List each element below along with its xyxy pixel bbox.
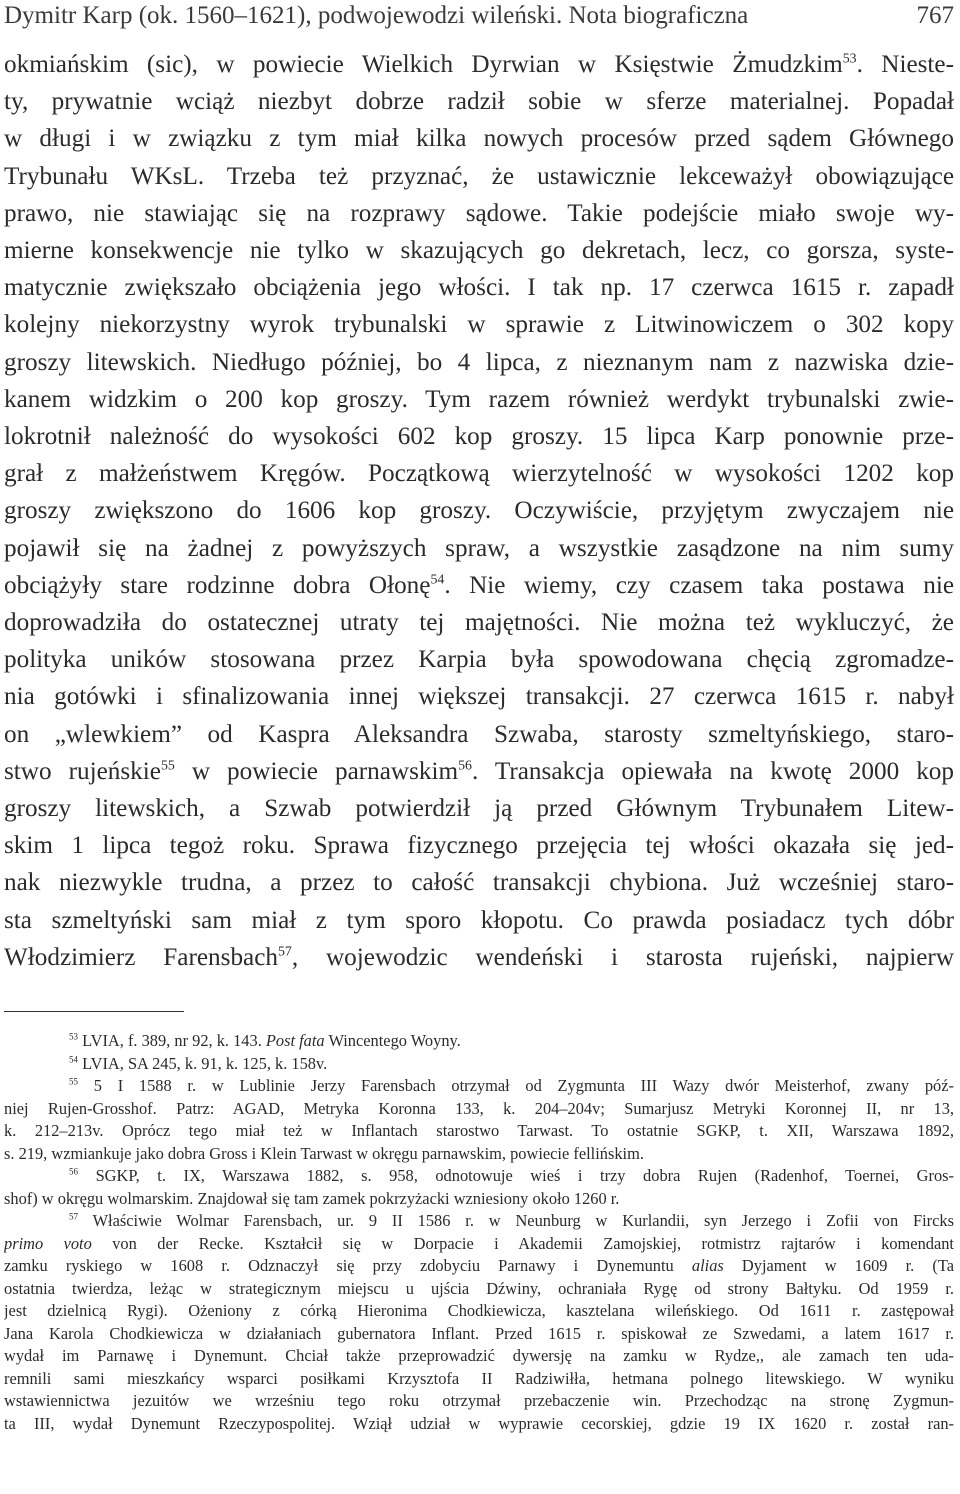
text-line: okmiańskim (sic), w powiecie Wielkich Dyrwian w Księstwie Żmudzkim$^{53}$. Nieste- (4, 50, 954, 78)
text-line: nak niezwykle trudna, a przez to całość transakcji chybiona. Już wcześniej staro- (4, 869, 954, 897)
footnote-line: shof) w okręgu wolmarskim. Znajdował się tam zamek pokrzyżacki wzniesiony około 1260 r. (4, 1188, 620, 1208)
footnote-line: ostatnia twierdza, leżąc w strategicznym miejscu u ujścia Dźwiny, ochraniała Rygę od strony Bałtyku. Od 1959 r. (4, 1278, 954, 1298)
text-line: polityka uników stosowana przez Karpia była spowodowana chęcią zgromadze- (4, 646, 954, 674)
footnote-ref[interactable]: 55 (160, 757, 175, 773)
footnote-line: niej Rujen-Grosshof. Patrz: AGAD, Metryka Koronna 133, k. 204–204v; Sumarjusz Metryki Koronnej II, nr 13, (4, 1098, 954, 1118)
footnotes (4, 1030, 954, 1435)
footnote-ref[interactable]: 54 (430, 571, 445, 587)
footnote-line: s. 219, wzmiankuje jako dobra Gross i Klein Tarwast w okręgu parnawskim, powiecie fellińskim. (4, 1143, 644, 1163)
text-line: ty, prywatnie wciąż niezbyt dobrze radził sobie w sferze materialnej. Popadał (4, 88, 954, 116)
footnote-line: Jana Karola Chodkiewicza w działaniach gubernatora Inflant. Przed 1615 r. spiskował ze Szwedami, a latem 1617 r. (4, 1323, 954, 1343)
page-number: 767 (916, 2, 954, 29)
footnote-line: wstawiennictwa jezuitów we wrześniu tego roku otrzymał przebaczenie win. Przechodząc na stronę Zygmun- (4, 1391, 954, 1410)
text-line: kolejny niekorzystny wyrok trybunalski w sprawie z Litwinowiczem o 302 kopy (4, 311, 954, 339)
text-line: obciążyły stare rodzinne dobra Ołonę$^{54}$. Nie wiemy, czy czasem taka postawa nie (4, 571, 954, 599)
text-line: pojawił się na żadnej z powyższych spraw, a wszystkie zasądzone na nim sumy (4, 534, 954, 562)
footnote-53: $^{53}$ LVIA, f. 389, nr 92, k. 143. Post fata Wincentego Woyny. (69, 1031, 461, 1050)
text-line: groszy litewskich. Niedługo później, bo 4 lipca, z nieznanym nam z nazwiska dzie- (4, 348, 954, 376)
footnote-ref[interactable]: 57 (278, 943, 292, 959)
footnote-54: $^{54}$ LVIA, SA 245, k. 91, k. 125, k. 158v. (69, 1053, 328, 1073)
footnote-line: wydał im Parnawę i Dynemunt. Chciał także przeprowadzić dywersję na zamku w Rydze,, ale zamach ten uda- (4, 1346, 954, 1365)
text-line: doprowadziła do ostatecznej utraty tej majętności. Nie można też wykluczyć, że (4, 609, 954, 637)
main-text (4, 46, 954, 976)
text-line: nia gotówki i sfinalizowania innej większej transakcji. 27 czerwca 1615 r. nabył (4, 683, 954, 711)
text-line: groszy litewskich, a Szwab potwierdził ją przed Głównym Trybunałem Litew- (4, 795, 954, 823)
text-line: matycznie zwiększało obciążenia jego włości. I tak np. 17 czerwca 1615 r. zapadł (4, 274, 954, 302)
footnote-line: k. 212–213v. Oprócz tego miał też w Inflantach starostwo Tarwast. To ostatnie SGKP, t. XII, Warszawa 1892, (4, 1121, 954, 1140)
footnote-line: remnili sami mieszkańcy wsparci posiłkami Krzysztofa II Radziwiłła, hetmana polnego litewskiego. W wyniku (4, 1368, 954, 1388)
footnote-line: zamku ryskiego w 1608 r. Odznaczył się przy zdobyciu Parnawy i Dynemuntu alias Dyjament w 1609 r. (Ta (4, 1256, 954, 1275)
text-line: mierne konsekwencje nie tylko w skazujących go dekretach, lecz, co gorsza, syste- (4, 237, 954, 265)
text-line: prawo, nie stawiając się na rozprawy sądowe. Takie podejście miało swoje wy- (4, 199, 954, 227)
text-line: grał z małżeństwem Kręgów. Początkową wierzytelność w wysokości 1202 kop (4, 460, 954, 488)
text-line: skim 1 lipca tegoż roku. Sprawa fizycznego przejęcia tej włości okazała się jed- (4, 832, 954, 860)
footnote-56: $^{56}$ SGKP, t. IX, Warszawa 1882, s. 958, odnotowuje wieś i trzy dobra Rujen (Radenhof, Toernei, Gros- (69, 1166, 954, 1185)
footnote-line: jest dzielnicą Rygi). Ożeniony z córką Hieronima Chodkiewicza, kasztelana wileńskiego. Od 1611 r. zastępował (4, 1301, 954, 1320)
text-line: lokrotnił należność do wysokości 602 kop groszy. 15 lipca Karp ponownie prze- (4, 423, 954, 451)
running-title: Dymitr Karp (ok. 1560–1621), podwojewodzi wileński. Nota biograficzna (4, 2, 749, 29)
footnote-separator (4, 1011, 184, 1012)
text-line: on „wlewkiem” od Kaspra Aleksandra Szwaba, starosty szmeltyńskiego, staro- (4, 720, 954, 748)
text-line: Trybunału WKsL. Trzeba też przyznać, że ustawicznie lekceważył obowiązujące (4, 162, 954, 190)
footnote-57: $^{57}$ Właściwie Wolmar Farensbach, ur. 9 II 1586 r. w Neunburg w Kurlandii, syn Jerzego i Zofii von Fircks (69, 1211, 954, 1230)
text-line: sta szmeltyński sam miał z tym sporo kłopotu. Co prawda posiadacz tych dóbr (4, 906, 954, 934)
text-line: stwo rujeńskie$^{55}$ w powiecie parnawskim$^{56}$. Transakcja opiewała na kwotę 2000 kop (4, 757, 954, 785)
footnote-line: primo voto von der Recke. Kształcił się w Dorpacie i Akademii Zamojskiej, rotmistrz rajtarów i komendant (4, 1233, 954, 1253)
footnote-55: $^{55}$ 5 I 1588 r. w Lublinie Jerzy Farensbach otrzymał od Zygmunta III Wazy dwór Meisterhof, zwany póź- (69, 1076, 954, 1095)
text-line: Włodzimierz Farensbach$^{57}$, wojewodzic wendeński i starosta rujeński, najpierw (4, 943, 954, 971)
footnote-line: ta III, wydał Dynemunt Rzeczypospolitej. Wziął udział w wyprawie cecorskiej, gdzie 19 IX 1620 r. został ran- (4, 1413, 954, 1433)
text-line: w długi i w związku z tym miał kilka nowych procesów przed sądem Głównego (4, 125, 954, 153)
footnote-ref[interactable]: 56 (458, 757, 472, 773)
text-line: kanem widzkim o 200 kop groszy. Tym razem również werdykt trybunalski zwie- (4, 385, 954, 413)
footnote-ref[interactable]: 53 (842, 50, 857, 66)
text-line: groszy zwiększono do 1606 kop groszy. Oczywiście, przyjętym zwyczajem nie (4, 497, 954, 525)
running-head (4, 0, 954, 32)
